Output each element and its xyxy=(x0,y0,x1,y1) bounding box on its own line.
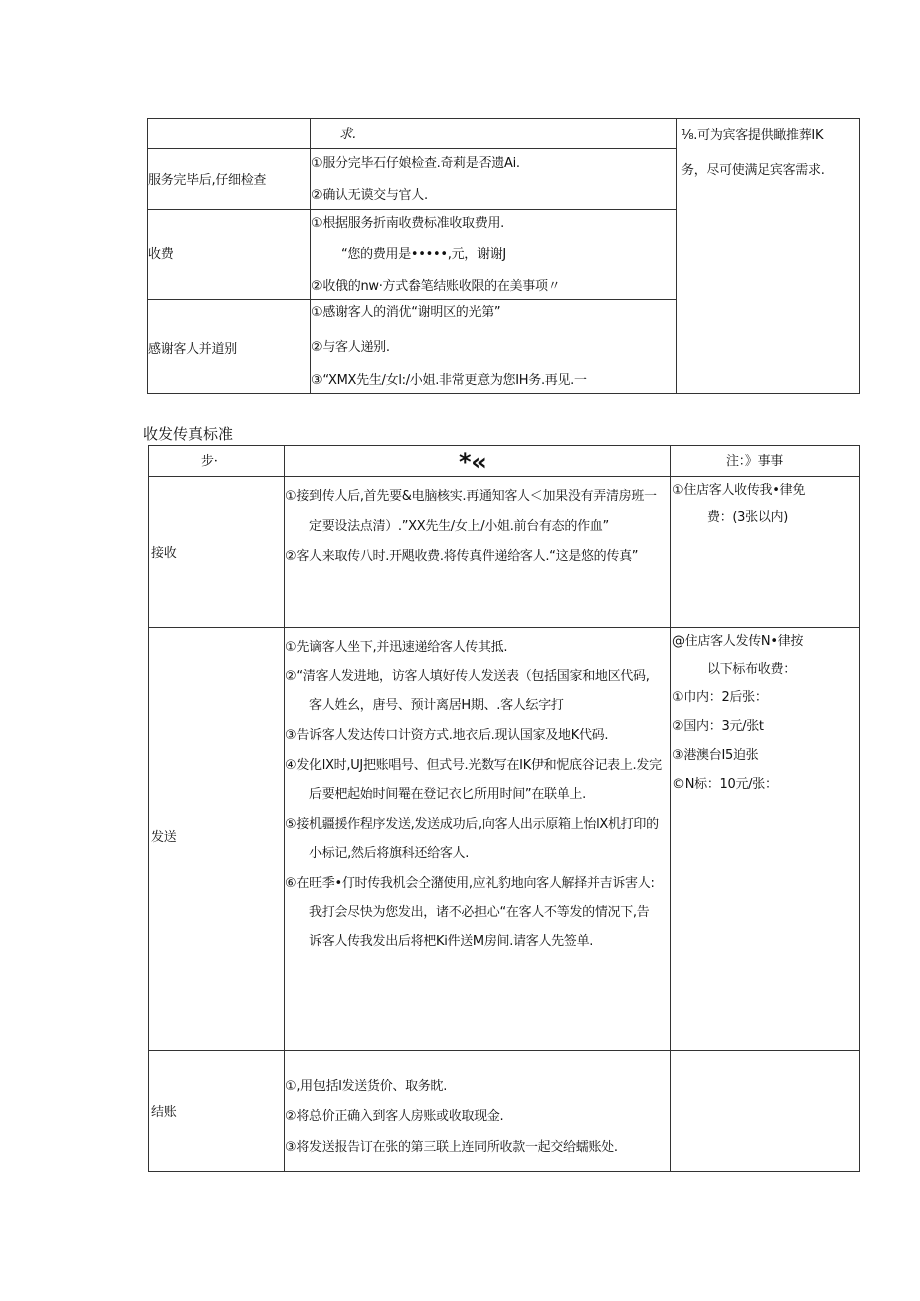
note-line: 以下标布收费： xyxy=(707,662,796,677)
content-line: ①根据服务折南收费标准收取费用. xyxy=(311,216,504,231)
fax-step-cell xyxy=(149,477,285,628)
content-line: 定要设法点清）.”XX先生/女上/小姐.前台有态的作血” xyxy=(309,519,609,534)
table1-content-cell xyxy=(311,149,677,210)
content-line: ⑥在旺季•仃时传我机会仝潴使用,应礼豹地向客人解择并吉诉害人: xyxy=(285,876,655,891)
fax-header-note xyxy=(671,446,860,477)
fax-content-cell xyxy=(285,628,671,1051)
content-line: ①感谢客人的消优“谢明区的光第” xyxy=(311,305,501,320)
table1-empty-cell xyxy=(148,119,311,149)
content-line: ②确认无谟交与官人. xyxy=(311,188,428,203)
table1-note-line: 务，尽可使满足宾客需求. xyxy=(681,163,825,178)
section-title: 收发传真标准 xyxy=(143,425,234,443)
table1-content-cell xyxy=(311,300,677,394)
note-line: ©N标：10元/张： xyxy=(672,777,778,792)
content-line: 我打会尽快为您发出，诸不必担心“在客人不等发的情况下,告 xyxy=(309,905,650,920)
content-line: ③将发送报告订在张的第三联上连同所收款一起交给蠕账处. xyxy=(285,1140,618,1155)
step-label: 接收 xyxy=(151,546,177,561)
table1-note-line: ⅛.可为宾客提供瞰推葬IK xyxy=(681,128,824,143)
step-label: 感谢客人并道别 xyxy=(148,342,237,357)
note-line: ③港澳台I5迫张 xyxy=(672,748,759,763)
note-line: 费：(3张以内) xyxy=(707,510,789,525)
content-line: “您的费用是•••••,元，谢谢J xyxy=(341,247,506,262)
content-line: ①,用包括l发送货价、取务眈. xyxy=(285,1079,448,1094)
content-line: ③告诉客人发达传口计资方式.地衣后.现认国家及地K代码. xyxy=(285,728,609,743)
fax-note-cell xyxy=(671,1051,860,1172)
step-label: 发送 xyxy=(151,830,177,845)
content-line: ⑤接机疆援作程序发送,发送成功后,向客人出示原箱上怡lX机打印的 xyxy=(285,817,659,832)
service-table-grid xyxy=(147,118,860,394)
content-line: 诉客人传我发出后将杷Ki件送M房间.请客人先签单. xyxy=(309,934,594,949)
header-step-label: 步· xyxy=(201,454,218,469)
table1-note-cell xyxy=(677,119,860,394)
note-line: @住店客人发传N•律按 xyxy=(672,634,804,649)
content-line: ④发化lX时,UJ把账唱号、但式号.光数写在IK伊和怩底谷记表上.发完 xyxy=(285,758,662,773)
fax-step-cell xyxy=(149,628,285,1051)
content-line: 后要杷起始时间罨在登记衣匕所用时间”在联单上. xyxy=(309,787,586,802)
fax-header-content xyxy=(285,446,671,477)
content-line: ①接到传人后,首先要&电脑核实.再通知客人＜加果没有弄清房班一 xyxy=(285,489,657,504)
table1-header-cell xyxy=(311,119,677,149)
note-line: ①住店客人收传我•律免 xyxy=(672,483,806,498)
fax-header-step xyxy=(149,446,285,477)
header-note-label: 注：》事事 xyxy=(726,454,784,469)
note-line: ①巾内：2后张： xyxy=(672,690,768,705)
content-line: ②收俄的nw·方式畚笔结账收限的在美事项〃 xyxy=(311,279,561,294)
table1-header-fragment: 求. xyxy=(339,127,356,142)
content-line: ②将总价正确入到客人房账或收取现金. xyxy=(285,1109,504,1124)
content-line: 小标记,然后将旗科还给客人. xyxy=(309,846,470,861)
step-label: 收费 xyxy=(148,247,174,262)
step-label: 服务完毕后,仔细检查 xyxy=(148,173,267,188)
content-line: ②客人来取传八时.开飓收费.将传真件递给客人.“这是悠的传真” xyxy=(285,549,639,564)
fax-table-grid xyxy=(148,445,860,1172)
content-line: ①服分完毕石仔娘检查.奇莉是否遗Ai. xyxy=(311,156,520,171)
note-line: ②国内：3元/张t xyxy=(672,719,764,734)
table1-content-cell xyxy=(311,210,677,300)
table1-step-cell xyxy=(148,149,311,210)
fax-step-cell xyxy=(149,1051,285,1172)
fax-note-cell xyxy=(671,628,860,1051)
table1-step-cell xyxy=(148,210,311,300)
fax-content-cell xyxy=(285,1051,671,1172)
fax-note-cell xyxy=(671,477,860,628)
content-line: 客人姓幺，唐号、预计离居H期、.客人纭字打 xyxy=(309,698,564,713)
content-line: ③“XMX先生/女l:/小姐.非常更意为您IH务.再见.一 xyxy=(311,373,587,388)
header-content-label: *« xyxy=(459,448,487,476)
table1-step-cell xyxy=(148,300,311,394)
step-label: 结账 xyxy=(151,1105,177,1120)
content-line: ①先谪客人坐下,并迅速递给客人传其抵. xyxy=(285,640,508,655)
content-line: ②“清客人发进地，访客人填好传人发送表（包括国家和地区代码, xyxy=(285,669,650,684)
content-line: ②与客人递别. xyxy=(311,340,390,355)
fax-content-cell xyxy=(285,477,671,628)
